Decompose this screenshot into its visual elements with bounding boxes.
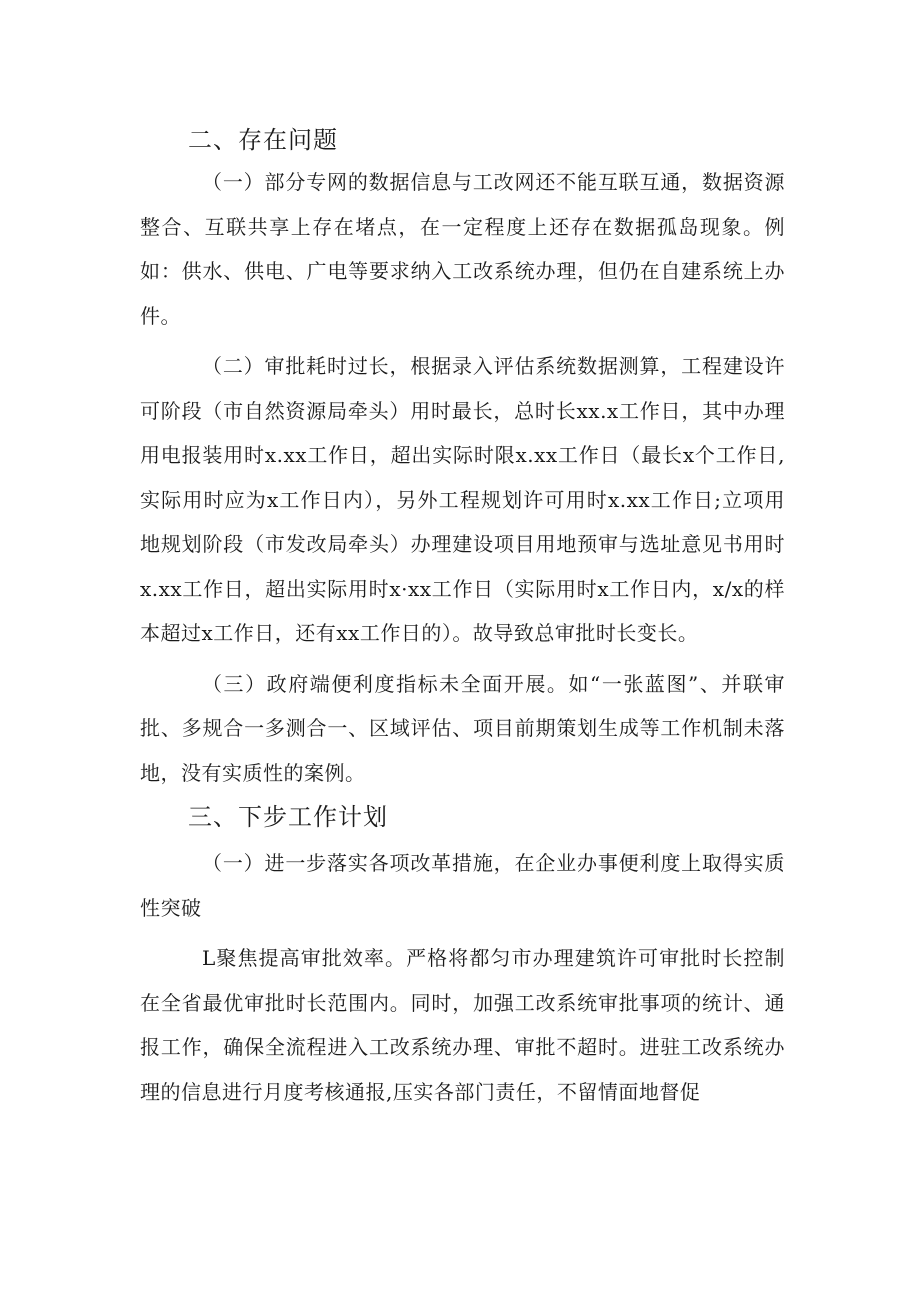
paragraph-plan-item-1: L聚焦提高审批效率。严格将都匀市办理建筑许可审批时长控制在全省最优审批时长范围内。同时，加强工改系统审批事项的统计、通报工作，确保全流程进入工改系统办理、审批不超时。进驻工改系统办理的信息进行月度考核通报,压实各部门责任，不留情面地督促 [140,946,785,1104]
section-heading-next-steps: 三、下步工作计划 [188,803,388,831]
section-heading-problems: 二、存在问题 [188,126,338,154]
paragraph-problem-2: （二）审批耗时过长，根据录入评估系统数据测算，工程建设许可阶段（市自然资源局牵头）用时最长，总时长xx.x工作日，其中办理用电报装用时x.xx工作日，超出实际时限x.xx工作日（最长x个工作日,实际用时应为x工作日内），另外工程规划许可用时x.xx工作日;立项用地规划阶段（市发改局牵头）办理建设项目用地预审与选址意见书用时x.xx工作日，超出实际用时x·xx工作日（实际用时x工作日内，x/x的样本超过x工作日，还有xx工作日的）。故导致总审批时长变长。 [140,354,785,645]
paragraph-plan-1: （一）进一步落实各项改革措施，在企业办事便利度上取得实质性突破 [140,851,785,920]
paragraph-problem-3: （三）政府端便利度指标未全面开展。如“一张蓝图”、并联审批、多规合一多测合一、区域评估、项目前期策划生成等工作机制未落地，没有实质性的案例。 [140,671,785,785]
document-body [140,112,785,1114]
paragraph-problem-1: （一）部分专网的数据信息与工改网还不能互联互通，数据资源整合、互联共享上存在堵点，在一定程度上还存在数据孤岛现象。例如：供水、供电、广电等要求纳入工改系统办理，但仍在自建系统上办件。 [140,170,785,328]
